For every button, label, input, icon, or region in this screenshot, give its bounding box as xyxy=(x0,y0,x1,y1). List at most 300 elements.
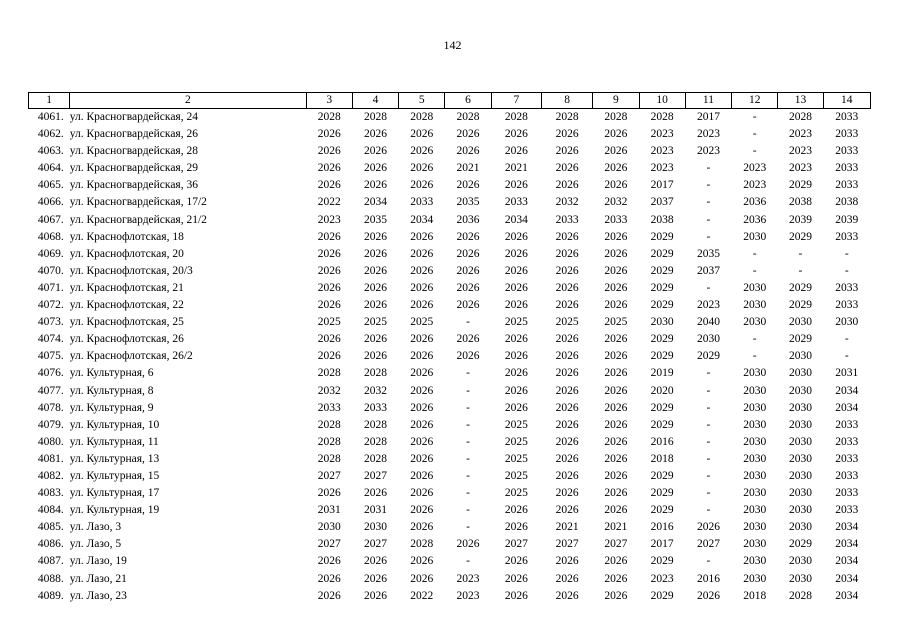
row-number: 4067. xyxy=(37,213,64,226)
year-cell: 2026 xyxy=(604,572,628,585)
year-cell: 2026 xyxy=(364,299,388,312)
table-row xyxy=(29,536,871,553)
year-cell: 2034 xyxy=(364,196,388,209)
page-number: 142 xyxy=(443,38,462,52)
year-cell: 2031 xyxy=(364,504,388,517)
row-number: 4070. xyxy=(37,264,64,277)
table-row xyxy=(29,588,871,605)
year-cell: 2027 xyxy=(604,538,628,551)
address-cell: ул. Лазо, 19 xyxy=(69,555,127,568)
row-number: 4072. xyxy=(37,299,64,312)
year-cell: 2029 xyxy=(650,504,674,517)
year-cell: 2033 xyxy=(835,230,859,243)
year-cell: 2026 xyxy=(317,179,341,192)
address-cell: ул. Краснофлотская, 22 xyxy=(69,299,184,312)
year-cell: 2033 xyxy=(835,145,859,158)
year-cell: 2030 xyxy=(743,316,767,329)
year-cell: - xyxy=(466,521,470,534)
year-cell: 2026 xyxy=(317,162,341,175)
year-cell: 2032 xyxy=(555,196,579,209)
row-number: 4069. xyxy=(37,247,64,260)
year-cell: - xyxy=(706,281,711,294)
year-cell: 2026 xyxy=(317,487,341,500)
year-cell: - xyxy=(706,504,711,517)
year-cell: 2030 xyxy=(788,572,812,585)
year-cell: 2025 xyxy=(604,316,628,329)
year-cell: 2030 xyxy=(788,367,812,380)
year-cell: 2029 xyxy=(788,333,812,346)
year-cell: 2023 xyxy=(696,299,720,312)
year-cell: 2026 xyxy=(410,128,434,141)
year-cell: 2038 xyxy=(835,196,859,209)
year-cell: 2030 xyxy=(788,452,812,465)
column-header: 12 xyxy=(732,93,778,109)
year-cell: 2033 xyxy=(835,299,859,312)
year-cell: 2023 xyxy=(650,162,674,175)
year-cell: 2026 xyxy=(317,572,341,585)
year-cell: 2026 xyxy=(504,230,528,243)
year-cell: - xyxy=(752,145,757,158)
year-cell: - xyxy=(706,418,711,431)
year-cell: 2033 xyxy=(835,111,859,123)
year-cell: 2029 xyxy=(650,350,674,363)
column-header: 11 xyxy=(685,93,731,109)
year-cell: - xyxy=(706,196,711,209)
year-cell: 2021 xyxy=(456,162,480,175)
year-cell: - xyxy=(466,418,470,431)
year-cell: 2030 xyxy=(835,316,859,329)
year-cell: 2025 xyxy=(504,435,528,448)
column-header: 5 xyxy=(399,93,445,109)
year-cell: 2037 xyxy=(696,264,720,277)
year-cell: 2026 xyxy=(364,162,388,175)
year-cell: 2026 xyxy=(364,350,388,363)
year-cell: 2026 xyxy=(604,179,628,192)
year-cell: 2034 xyxy=(835,384,859,397)
table-row xyxy=(29,553,871,570)
year-cell: 2032 xyxy=(604,196,628,209)
year-cell: 2026 xyxy=(317,350,341,363)
year-cell: 2026 xyxy=(555,162,579,175)
year-cell: 2026 xyxy=(456,179,480,192)
year-cell: 2030 xyxy=(743,435,767,448)
address-cell: ул. Лазо, 23 xyxy=(69,589,127,602)
row-number: 4082. xyxy=(37,469,64,482)
year-cell: 2026 xyxy=(504,179,528,192)
table-row xyxy=(29,297,871,314)
row-number: 4073. xyxy=(37,316,64,329)
year-cell: 2021 xyxy=(555,521,579,534)
year-cell: 2025 xyxy=(504,418,528,431)
year-cell: 2026 xyxy=(604,367,628,380)
year-cell: 2029 xyxy=(788,538,812,551)
year-cell: 2028 xyxy=(555,111,579,123)
year-cell: 2026 xyxy=(456,145,480,158)
address-cell: ул. Лазо, 3 xyxy=(69,521,122,534)
address-cell: ул. Красногвардейская, 17/2 xyxy=(69,196,207,209)
year-cell: 2033 xyxy=(835,504,859,517)
year-cell: 2026 xyxy=(555,247,579,260)
year-cell: 2026 xyxy=(456,281,480,294)
year-cell: 2025 xyxy=(504,452,528,465)
year-cell: 2026 xyxy=(504,350,528,363)
year-cell: 2026 xyxy=(364,333,388,346)
year-cell: - xyxy=(706,435,711,448)
address-cell: ул. Краснофлотская, 20 xyxy=(69,247,184,260)
year-cell: 2030 xyxy=(788,418,812,431)
year-cell: 2023 xyxy=(456,572,480,585)
header-row xyxy=(29,93,871,109)
row-number: 4076. xyxy=(37,367,64,380)
year-cell: 2030 xyxy=(743,452,767,465)
year-cell: 2029 xyxy=(650,247,674,260)
year-cell: 2026 xyxy=(317,555,341,568)
year-cell: 2030 xyxy=(743,281,767,294)
year-cell: 2026 xyxy=(555,367,579,380)
column-header: 14 xyxy=(823,93,870,109)
year-cell: 2025 xyxy=(317,316,341,329)
year-cell: 2021 xyxy=(504,162,528,175)
year-cell: 2019 xyxy=(650,367,674,380)
row-number: 4068. xyxy=(37,230,64,243)
year-cell: 2027 xyxy=(504,538,528,551)
year-cell: 2026 xyxy=(555,384,579,397)
year-cell: - xyxy=(706,469,711,482)
row-number: 4083. xyxy=(37,487,64,500)
year-cell: 2033 xyxy=(835,487,859,500)
year-cell: 2026 xyxy=(410,367,434,380)
year-cell: 2039 xyxy=(788,213,812,226)
year-cell: 2026 xyxy=(456,538,480,551)
year-cell: 2026 xyxy=(410,504,434,517)
year-cell: - xyxy=(466,487,470,500)
year-cell: 2029 xyxy=(788,230,812,243)
year-cell: 2023 xyxy=(650,572,674,585)
table-row xyxy=(29,229,871,246)
year-cell: 2026 xyxy=(555,145,579,158)
year-cell: 2037 xyxy=(650,196,674,209)
year-cell: 2029 xyxy=(696,350,720,363)
year-cell: 2026 xyxy=(364,264,388,277)
year-cell: 2029 xyxy=(650,487,674,500)
table-row xyxy=(29,246,871,263)
table-row xyxy=(29,348,871,365)
year-cell: 2035 xyxy=(696,247,720,260)
year-cell: 2029 xyxy=(650,555,674,568)
year-cell: 2026 xyxy=(317,145,341,158)
year-cell: 2027 xyxy=(317,538,341,551)
year-cell: 2028 xyxy=(504,111,528,123)
year-cell: 2023 xyxy=(650,145,674,158)
year-cell: 2032 xyxy=(364,384,388,397)
year-cell: 2028 xyxy=(456,111,480,123)
year-cell: 2028 xyxy=(317,452,341,465)
year-cell: 2033 xyxy=(604,213,628,226)
year-cell: 2033 xyxy=(835,128,859,141)
table-row xyxy=(29,126,871,143)
year-cell: 2030 xyxy=(788,401,812,414)
year-cell: - xyxy=(466,367,470,380)
year-cell: 2026 xyxy=(555,401,579,414)
year-cell: 2029 xyxy=(650,230,674,243)
year-cell: 2029 xyxy=(650,418,674,431)
year-cell: 2033 xyxy=(317,401,341,414)
year-cell: 2026 xyxy=(555,452,579,465)
column-header: 2 xyxy=(70,93,306,109)
year-cell: - xyxy=(752,128,757,141)
row-number: 4085. xyxy=(37,521,64,534)
year-cell: 2026 xyxy=(410,333,434,346)
year-cell: 2029 xyxy=(650,281,674,294)
year-cell: - xyxy=(706,213,711,226)
year-cell: 2025 xyxy=(504,487,528,500)
year-cell: 2025 xyxy=(504,316,528,329)
year-cell: 2028 xyxy=(317,418,341,431)
row-number: 4080. xyxy=(37,435,64,448)
year-cell: 2026 xyxy=(317,299,341,312)
address-cell: ул. Культурная, 9 xyxy=(69,401,154,414)
year-cell: 2030 xyxy=(743,487,767,500)
column-header: 3 xyxy=(306,93,352,109)
row-number: 4089. xyxy=(37,589,64,602)
year-cell: 2023 xyxy=(696,128,720,141)
year-cell: 2026 xyxy=(604,384,628,397)
column-header: 10 xyxy=(639,93,685,109)
year-cell: - xyxy=(706,162,711,175)
year-cell: 2026 xyxy=(317,589,341,602)
year-cell: 2026 xyxy=(696,589,720,602)
table-row xyxy=(29,365,871,382)
year-cell: 2028 xyxy=(317,111,341,123)
year-cell: 2026 xyxy=(410,299,434,312)
year-cell: - xyxy=(466,384,470,397)
year-cell: 2026 xyxy=(555,128,579,141)
year-cell: 2040 xyxy=(696,316,720,329)
year-cell: 2030 xyxy=(788,521,812,534)
year-cell: 2026 xyxy=(364,179,388,192)
address-cell: ул. Краснофлотская, 21 xyxy=(69,281,184,294)
year-cell: 2026 xyxy=(504,589,528,602)
address-cell: ул. Культурная, 15 xyxy=(69,469,160,482)
year-cell: 2026 xyxy=(364,487,388,500)
year-cell: 2026 xyxy=(364,145,388,158)
year-cell: 2025 xyxy=(555,316,579,329)
year-cell: 2026 xyxy=(317,264,341,277)
year-cell: 2026 xyxy=(364,230,388,243)
year-cell: - xyxy=(706,487,711,500)
year-cell: 2029 xyxy=(650,299,674,312)
year-cell: 2026 xyxy=(604,264,628,277)
column-header: 13 xyxy=(778,93,823,109)
year-cell: 2030 xyxy=(788,435,812,448)
address-cell: ул. Лазо, 5 xyxy=(69,538,122,551)
table-row xyxy=(29,417,871,434)
table-row xyxy=(29,314,871,331)
year-cell: 2030 xyxy=(743,230,767,243)
column-header: 9 xyxy=(593,93,639,109)
year-cell: 2021 xyxy=(604,521,628,534)
year-cell: - xyxy=(798,247,803,260)
year-cell: - xyxy=(752,264,757,277)
year-cell: 2026 xyxy=(317,281,341,294)
year-cell: 2028 xyxy=(364,435,388,448)
year-cell: 2027 xyxy=(696,538,720,551)
year-cell: 2026 xyxy=(410,179,434,192)
year-cell: 2018 xyxy=(650,452,674,465)
year-cell: 2026 xyxy=(317,247,341,260)
year-cell: 2029 xyxy=(788,281,812,294)
year-cell: 2026 xyxy=(504,555,528,568)
year-cell: 2030 xyxy=(743,469,767,482)
year-cell: 2017 xyxy=(696,111,720,123)
year-cell: 2030 xyxy=(743,418,767,431)
year-cell: 2026 xyxy=(364,247,388,260)
address-cell: ул. Краснофлотская, 18 xyxy=(69,230,184,243)
year-cell: 2026 xyxy=(504,281,528,294)
year-cell: 2033 xyxy=(504,196,528,209)
row-number: 4077. xyxy=(37,384,64,397)
year-cell: - xyxy=(706,230,711,243)
year-cell: 2029 xyxy=(788,179,812,192)
year-cell: 2029 xyxy=(650,469,674,482)
year-cell: 2023 xyxy=(788,145,812,158)
row-number: 4078. xyxy=(37,401,64,414)
year-cell: 2016 xyxy=(650,521,674,534)
year-cell: 2026 xyxy=(456,333,480,346)
year-cell: 2030 xyxy=(788,555,812,568)
table-row xyxy=(29,485,871,502)
address-cell: ул. Красногвардейская, 28 xyxy=(69,145,198,158)
year-cell: 2027 xyxy=(364,469,388,482)
year-cell: 2028 xyxy=(364,452,388,465)
row-number: 4088. xyxy=(37,572,64,585)
year-cell: 2028 xyxy=(364,418,388,431)
year-cell: 2033 xyxy=(835,179,859,192)
year-cell: 2030 xyxy=(364,521,388,534)
year-cell: 2026 xyxy=(555,333,579,346)
year-cell: 2026 xyxy=(410,572,434,585)
year-cell: 2030 xyxy=(743,299,767,312)
year-cell: 2026 xyxy=(504,572,528,585)
year-cell: 2026 xyxy=(364,128,388,141)
address-cell: ул. Красногвардейская, 26 xyxy=(69,128,198,141)
year-cell: 2030 xyxy=(743,521,767,534)
address-cell: ул. Культурная, 19 xyxy=(69,504,160,517)
row-number: 4081. xyxy=(37,452,64,465)
year-cell: 2026 xyxy=(410,145,434,158)
year-cell: 2030 xyxy=(743,538,767,551)
year-cell: 2028 xyxy=(788,111,812,123)
year-cell: 2026 xyxy=(317,230,341,243)
year-cell: 2026 xyxy=(604,555,628,568)
year-cell: 2026 xyxy=(410,384,434,397)
year-cell: 2033 xyxy=(410,196,434,209)
address-cell: ул. Красногвардейская, 29 xyxy=(69,162,198,175)
year-cell: 2026 xyxy=(604,162,628,175)
year-cell: 2029 xyxy=(650,401,674,414)
row-number: 4084. xyxy=(37,504,64,517)
year-cell: - xyxy=(706,452,711,465)
year-cell: 2026 xyxy=(456,247,480,260)
year-cell: 2035 xyxy=(364,213,388,226)
year-cell: 2033 xyxy=(835,452,859,465)
year-cell: 2026 xyxy=(410,350,434,363)
year-cell: 2026 xyxy=(604,350,628,363)
address-cell: ул. Культурная, 13 xyxy=(69,452,160,465)
year-cell: 2023 xyxy=(650,128,674,141)
table-row xyxy=(29,280,871,297)
column-header: 6 xyxy=(445,93,491,109)
column-header: 4 xyxy=(352,93,398,109)
year-cell: 2036 xyxy=(456,213,480,226)
year-cell: 2026 xyxy=(555,572,579,585)
year-cell: 2026 xyxy=(555,555,579,568)
year-cell: 2030 xyxy=(743,555,767,568)
year-cell: 2023 xyxy=(743,179,767,192)
year-cell: 2023 xyxy=(696,145,720,158)
year-cell: 2026 xyxy=(410,264,434,277)
year-cell: 2026 xyxy=(410,555,434,568)
year-cell: 2030 xyxy=(743,504,767,517)
year-cell: - xyxy=(798,264,803,277)
year-cell: 2026 xyxy=(410,452,434,465)
address-cell: ул. Красногвардейская, 21/2 xyxy=(69,213,207,226)
year-cell: 2026 xyxy=(604,128,628,141)
year-cell: - xyxy=(466,504,470,517)
year-cell: 2023 xyxy=(788,162,812,175)
year-cell: 2026 xyxy=(604,469,628,482)
year-cell: 2030 xyxy=(788,487,812,500)
year-cell: 2026 xyxy=(555,179,579,192)
year-cell: 2026 xyxy=(604,247,628,260)
year-cell: 2029 xyxy=(788,299,812,312)
year-cell: 2026 xyxy=(604,401,628,414)
year-cell: 2027 xyxy=(364,538,388,551)
year-cell: - xyxy=(466,316,470,329)
year-cell: 2026 xyxy=(410,469,434,482)
address-cell: ул. Красногвардейская, 36 xyxy=(69,179,198,192)
table-row xyxy=(29,143,871,160)
year-cell: 2023 xyxy=(317,213,341,226)
year-cell: 2026 xyxy=(604,435,628,448)
year-cell: 2029 xyxy=(650,264,674,277)
year-cell: 2026 xyxy=(410,230,434,243)
year-cell: - xyxy=(752,111,757,123)
year-cell: 2030 xyxy=(743,401,767,414)
address-cell: ул. Лазо, 21 xyxy=(69,572,127,585)
year-cell: 2026 xyxy=(504,384,528,397)
year-cell: 2030 xyxy=(788,316,812,329)
row-number: 4062. xyxy=(37,128,64,141)
year-cell: 2028 xyxy=(788,589,812,602)
year-cell: 2027 xyxy=(317,469,341,482)
year-cell: 2026 xyxy=(696,521,720,534)
year-cell: 2036 xyxy=(743,213,767,226)
year-cell: 2030 xyxy=(743,367,767,380)
year-cell: 2026 xyxy=(456,128,480,141)
table-body xyxy=(29,109,871,605)
year-cell: 2033 xyxy=(835,281,859,294)
address-cell: ул. Краснофлотская, 20/3 xyxy=(69,264,193,277)
year-cell: - xyxy=(844,350,849,363)
year-cell: - xyxy=(844,247,849,260)
year-cell: - xyxy=(706,179,711,192)
year-cell: 2035 xyxy=(456,196,480,209)
year-cell: 2026 xyxy=(555,230,579,243)
year-cell: 2026 xyxy=(504,401,528,414)
year-cell: 2026 xyxy=(456,264,480,277)
row-number: 4071. xyxy=(37,281,64,294)
